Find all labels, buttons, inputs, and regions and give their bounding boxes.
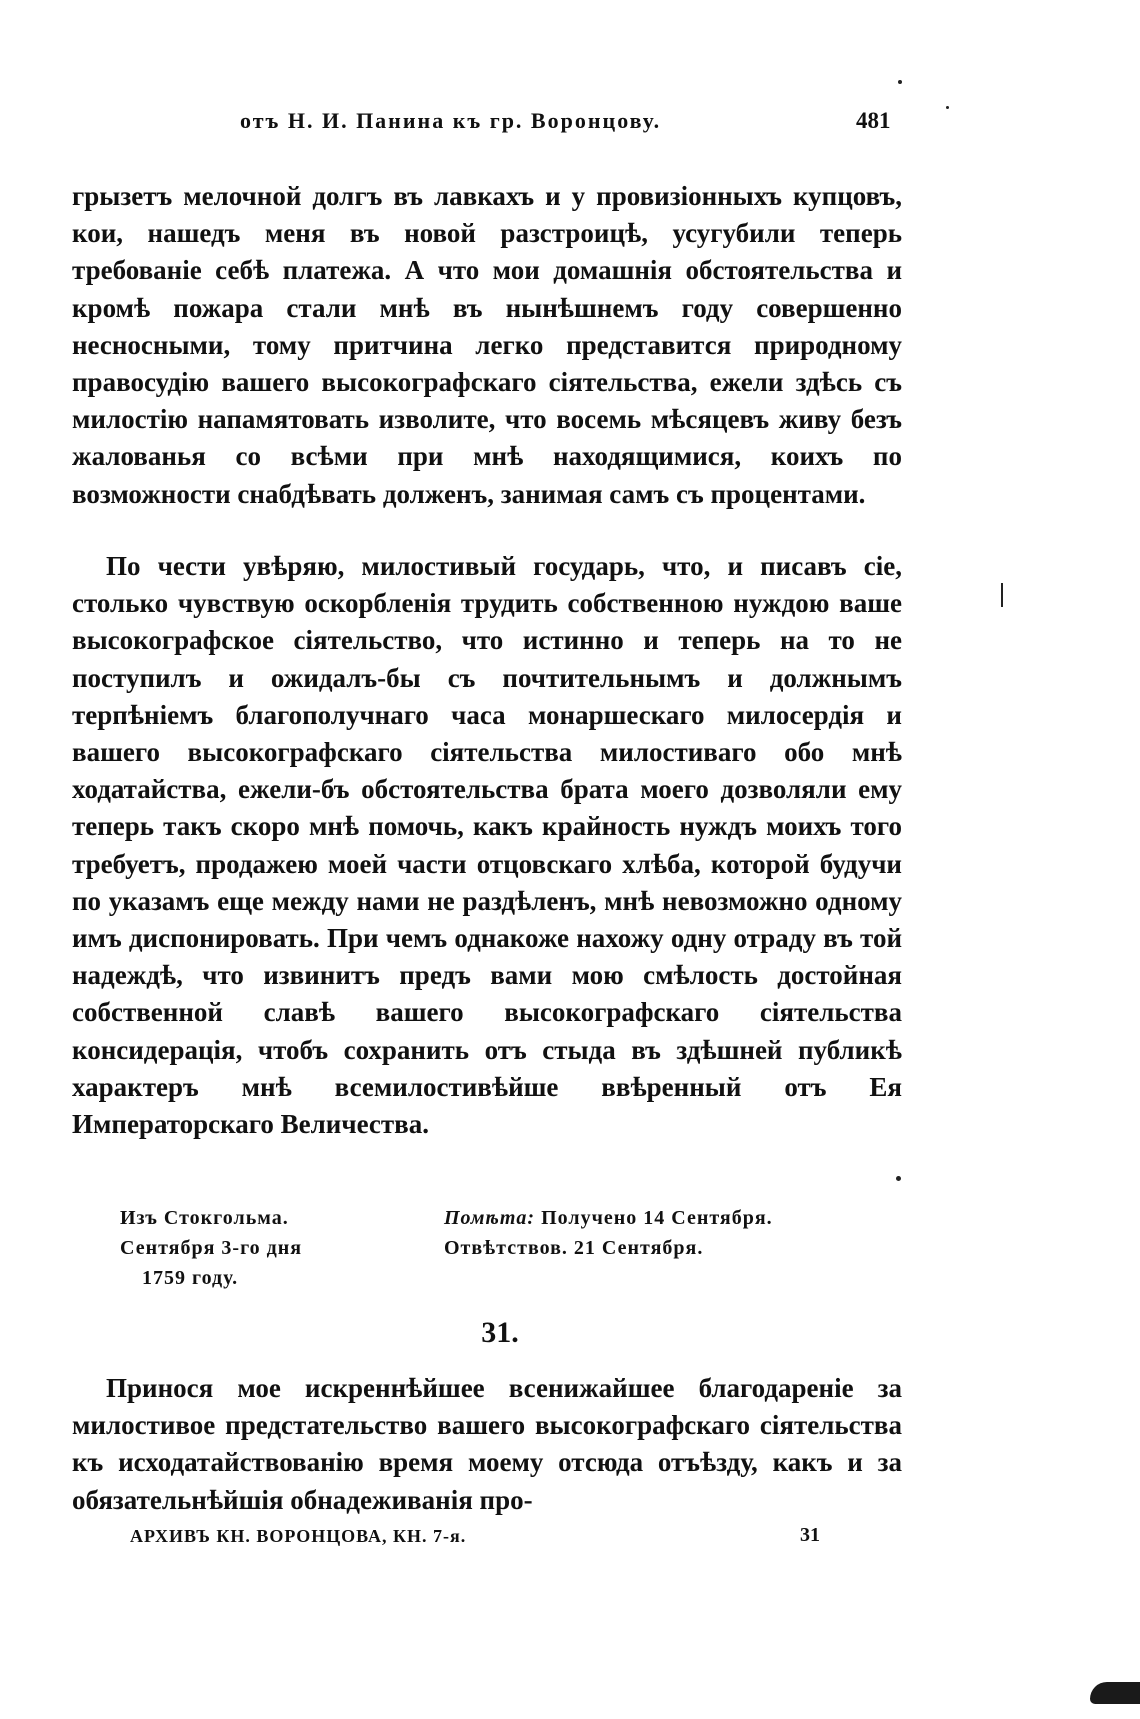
paragraph-next-letter — [72, 1370, 902, 1519]
note-answered: Отвѣтствов. 21 Сентября. — [444, 1237, 704, 1259]
signature-date: Сентября 3-го дня — [120, 1237, 303, 1259]
footer-source: АРХИВЪ КН. ВОРОНЦОВА, КН. 7-я. — [130, 1526, 467, 1546]
paragraph-continued — [72, 178, 902, 513]
print-speck — [946, 106, 949, 109]
letter-signature-block — [120, 1203, 302, 1293]
note-label: Помѣта: — [444, 1207, 536, 1229]
paragraph-text: грызетъ мелочной долгъ въ лавкахъ и у провизіонныхъ купцовъ, кои, нашедъ меня въ новой разстроицѣ, усугубили теперь требованіе себѣ платежа. А что мои домашнія обстоятельства и кромѣ пожара стали мнѣ въ нынѣшнемъ году совершенно несносными, тому притчина легко представится природному правосудію вашего высокографскаго сіятельства, ежели здѣсь съ милостію напамятовать изволите, что восемь мѣсяцевъ живу безъ жалованья со всѣми при мнѣ находящимися, коихъ по возможности снабдѣвать долженъ, занимая самъ съ процентами. — [72, 181, 902, 509]
corner-blot — [1090, 1682, 1140, 1704]
note-received: Получено 14 Сентября. — [541, 1207, 773, 1229]
running-title: отъ Н. И. Панина къ гр. Воронцову. — [240, 108, 662, 133]
signature-year: 1759 году. — [142, 1267, 239, 1289]
print-speck — [898, 80, 902, 84]
paragraph — [72, 548, 902, 1143]
margin-mark — [1001, 583, 1003, 607]
page-number: 481 — [856, 108, 891, 133]
archival-note — [444, 1203, 773, 1263]
paragraph-text: Принося мое искреннѣйшее всенижайшее благодареніе за милостивое предстательство вашего высокографскаго сіятельства къ исходатайствованію время моему отсюда отъѣзду, какъ и за обязательнѣйшія обнадеживанія про- — [72, 1373, 902, 1515]
paragraph-text: По чести увѣряю, милостивый государь, что, и писавъ сіе, столько чувствую оскорбленія трудить собственною нуждою ваше высокографское сіятельство, что истинно и теперь на то не поступилъ и ожидалъ-бы съ почтительнымъ и должнымъ терпѣніемъ благополучнаго часа монаршескаго милосердія и вашего высокографскаго сіятельства милостиваго обо мнѣ ходатайства, ежели-бъ обстоятельства брата моего дозволяли ему теперь такъ скоро мнѣ помочь, какъ крайность нуждъ моихъ того требуетъ, продажею моей части отцовскаго хлѣба, которой будучи по указамъ еще между нами не раздѣленъ, мнѣ невозможно одному имъ диспонировать. При чемъ однакоже нахожу одну отраду въ той надеждѣ, что извинитъ предъ вами мою смѣлость достойная собственной славѣ вашего высокографскаго сіятельства консидерація, чтобъ сохранить отъ стыда въ здѣшней публикѣ характеръ мнѣ всемилостивѣйше ввѣренный отъ Ея Императорскаго Величества. — [72, 551, 902, 1140]
letter-number-heading: 31. — [481, 1316, 519, 1349]
note-received-line — [444, 1203, 773, 1233]
print-speck — [896, 1176, 901, 1181]
signature-place: Изъ Стокгольма. — [120, 1207, 289, 1229]
footer-signature-number: 31 — [800, 1524, 820, 1546]
